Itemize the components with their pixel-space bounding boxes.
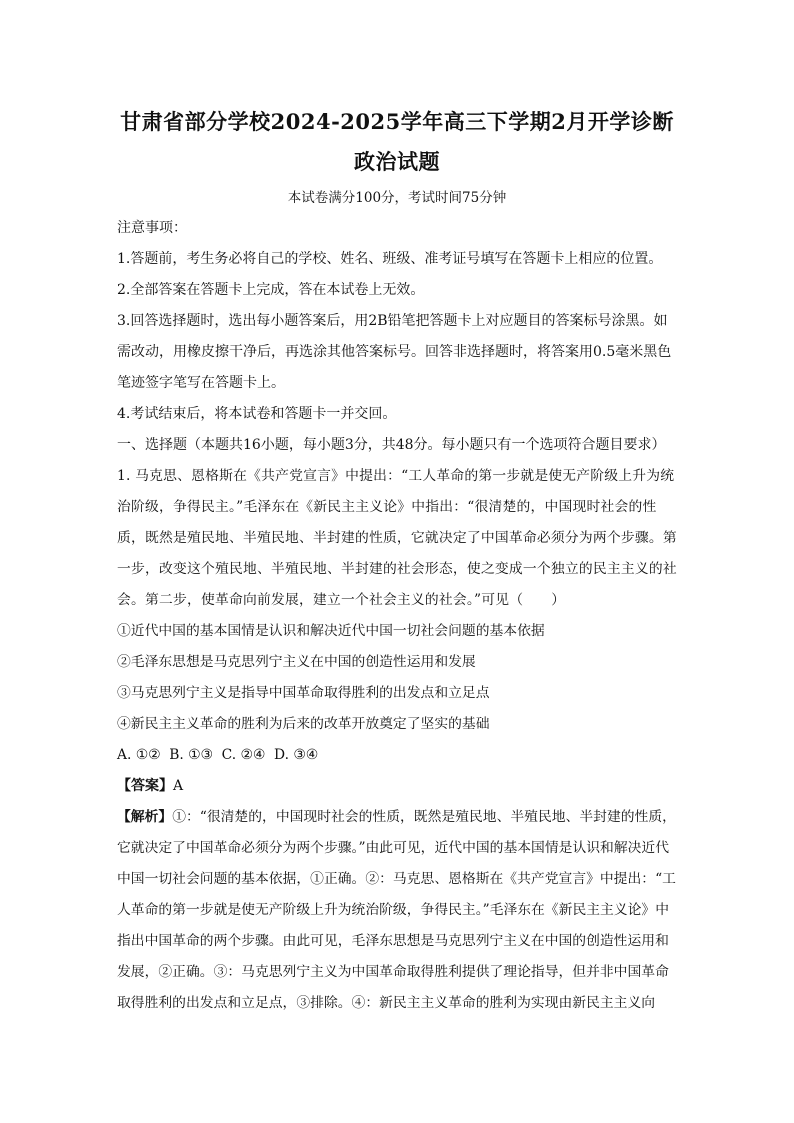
exam-content	[117, 213, 679, 1019]
notice-heading: 注意事项：	[117, 220, 187, 236]
answer-label: 【答案】	[117, 778, 173, 794]
question-1-statement-1: ①近代中国的基本国情是认识和解决近代中国一切社会问题的基本依据	[117, 623, 545, 639]
notice-item-1: 1.答题前，考生务必将自己的学校、姓名、班级、准考证号填写在答题卡上相应的位置。	[117, 251, 663, 267]
notice-item-4: 4.考试结束后，将本试卷和答题卡一并交回。	[117, 406, 397, 422]
notice-item-2: 2.全部答案在答题卡上完成，答在本试卷上无效。	[117, 282, 425, 298]
question-1-statement-2: ②毛泽东思想是马克思列宁主义在中国的创造性运用和发展	[117, 654, 476, 670]
analysis-text: ①：“很清楚的，中国现时社会的性质，既然是殖民地、半殖民地、半封建的性质，它就决定了中国革命必须分为两个步骤。”由此可见，近代中国的基本国情是认识和解决近代中国一切社会问题的基本依据，①正确。②：马克思、恩格斯在《共产党宣言》中提出：“工人革命的第一步就是使无产阶级上升为统治阶级，争得民主。”毛泽东在《新民主主义论》中指出中国革命的两个步骤。由此可见，毛泽东思想是马克思列宁主义在中国的创造性运用和发展，②正确。③：马克思列宁主义为中国革命取得胜利提供了理论指导，但并非中国革命取得胜利的出发点和立足点，③排除。④：新民主主义革命的胜利为实现由新民主主义向	[117, 809, 676, 1011]
notice-item-3: 3.回答选择题时，选出每小题答案后，用2B铅笔把答题卡上对应题目的答案标号涂黑。如需改动，用橡皮擦干净后，再选涂其他答案标号。回答非选择题时，将答案用0.5毫米黑色笔迹签字笔写在答题卡上。	[117, 313, 672, 391]
exam-info: 本试卷满分100分，考试时间75分钟	[287, 190, 507, 206]
analysis-label: 【解析】	[117, 809, 173, 825]
question-1-analysis	[117, 802, 679, 1019]
question-1-statement-4: ④新民主主义革命的胜利为后来的改革开放奠定了坚实的基础	[117, 716, 490, 732]
question-1-choices: A. ①② B. ①③ C. ②④ D. ③④	[117, 747, 319, 763]
section-heading: 一、选择题（本题共16小题，每小题3分，共48分。每小题只有一个选项符合题目要求）	[117, 437, 666, 453]
question-1-answer	[117, 771, 679, 802]
exam-subject-title: 政治试题	[354, 149, 440, 174]
question-1-stem: 1. 马克思、恩格斯在《共产党宣言》中提出：“工人革命的第一步就是使无产阶级上升为统治阶级，争得民主。”毛泽东在《新民主主义论》中指出：“很清楚的，中国现时社会的性质，既然是殖民地、半殖民地、半封建的性质，它就决定了中国革命必须分为两个步骤。第一步，改变这个殖民地、半殖民地、半封建的社会形态，使之变成一个独立的民主主义的社会。第二步，使革命向前发展，建立一个社会主义的社会。”可见（ ）	[117, 468, 677, 608]
exam-title: 甘肃省部分学校2024-2025学年高三下学期2月开学诊断	[120, 109, 674, 134]
answer-value: A	[173, 778, 184, 794]
question-1-statement-3: ③马克思列宁主义是指导中国革命取得胜利的出发点和立足点	[117, 685, 490, 701]
